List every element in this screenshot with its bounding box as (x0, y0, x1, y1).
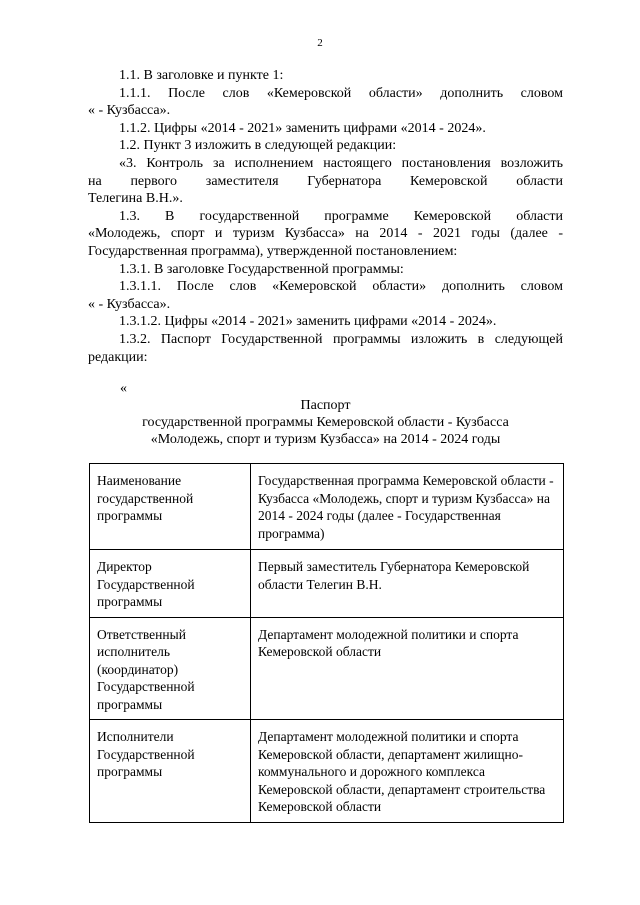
paragraph: 1.1.1. После слов «Кемеровской области» дополнить словом (119, 85, 563, 101)
row-label: Директор Государственной программы (90, 550, 251, 618)
row-value: Первый заместитель Губернатора Кемеровской области Телегин В.Н. (251, 550, 564, 618)
table-row (90, 550, 564, 618)
paragraph: 1.3.1. В заголовке Государственной программы: (119, 261, 404, 277)
paragraph: «3. Контроль за исполнением настоящего постановления возложить (119, 155, 563, 171)
paragraph: редакции: (88, 349, 148, 365)
amendment-text (88, 67, 563, 366)
paragraph: «Молодежь, спорт и туризм Кузбасса» на 2014 - 2021 годы (далее - (88, 226, 563, 242)
paragraph: 1.1. В заголовке и пункте 1: (119, 68, 284, 83)
passport-subtitle-line: государственной программы Кемеровской области - Кузбасса (142, 415, 509, 430)
paragraph: Государственная программа), утвержденной постановлением: (88, 243, 458, 259)
opening-quote: « (120, 381, 127, 396)
paragraph: « - Кузбасса». (88, 103, 171, 119)
page-number: 2 (317, 37, 323, 49)
paragraph: Телегина В.Н.». (88, 191, 183, 207)
paragraph: 1.3.1.2. Цифры «2014 - 2021» заменить цифрами «2014 - 2024». (119, 314, 497, 330)
passport-title: Паспорт (300, 398, 351, 413)
row-value: Государственная программа Кемеровской области - Кузбасса «Молодежь, спорт и туризм Кузбасса» на 2014 - 2024 годы (далее - Государственная программа) (251, 464, 564, 550)
row-label: Исполнители Государственной программы (90, 720, 251, 823)
paragraph: 1.3.2. Паспорт Государственной программы изложить в следующей (119, 331, 563, 347)
passport-table (89, 463, 564, 823)
table-row (90, 464, 564, 550)
table-row (90, 720, 564, 823)
passport-heading (88, 397, 563, 448)
row-label: Ответственный исполнитель (координатор) Государственной программы (90, 617, 251, 720)
paragraph: 1.3.1.1. После слов «Кемеровской области» дополнить словом (119, 279, 563, 295)
paragraph: 1.3. В государственной программе Кемеровской области (119, 208, 563, 224)
passport-subtitle-line: «Молодежь, спорт и туризм Кузбасса» на 2014 - 2024 годы (150, 432, 501, 447)
row-label: Наименование государственной программы (90, 464, 251, 550)
paragraph: 1.2. Пункт 3 изложить в следующей редакции: (119, 138, 397, 154)
paragraph: « - Кузбасса». (88, 296, 171, 312)
row-value: Департамент молодежной политики и спорта Кемеровской области, департамент жилищно-коммунального и дорожного комплекса Кемеровской области, департамент строительства Кемеровской области (251, 720, 564, 823)
paragraph: на первого заместителя Губернатора Кемеровской области (88, 173, 563, 189)
table-row (90, 617, 564, 720)
row-value: Департамент молодежной политики и спорта Кемеровской области (251, 617, 564, 720)
paragraph: 1.1.2. Цифры «2014 - 2021» заменить цифрами «2014 - 2024». (119, 120, 486, 136)
